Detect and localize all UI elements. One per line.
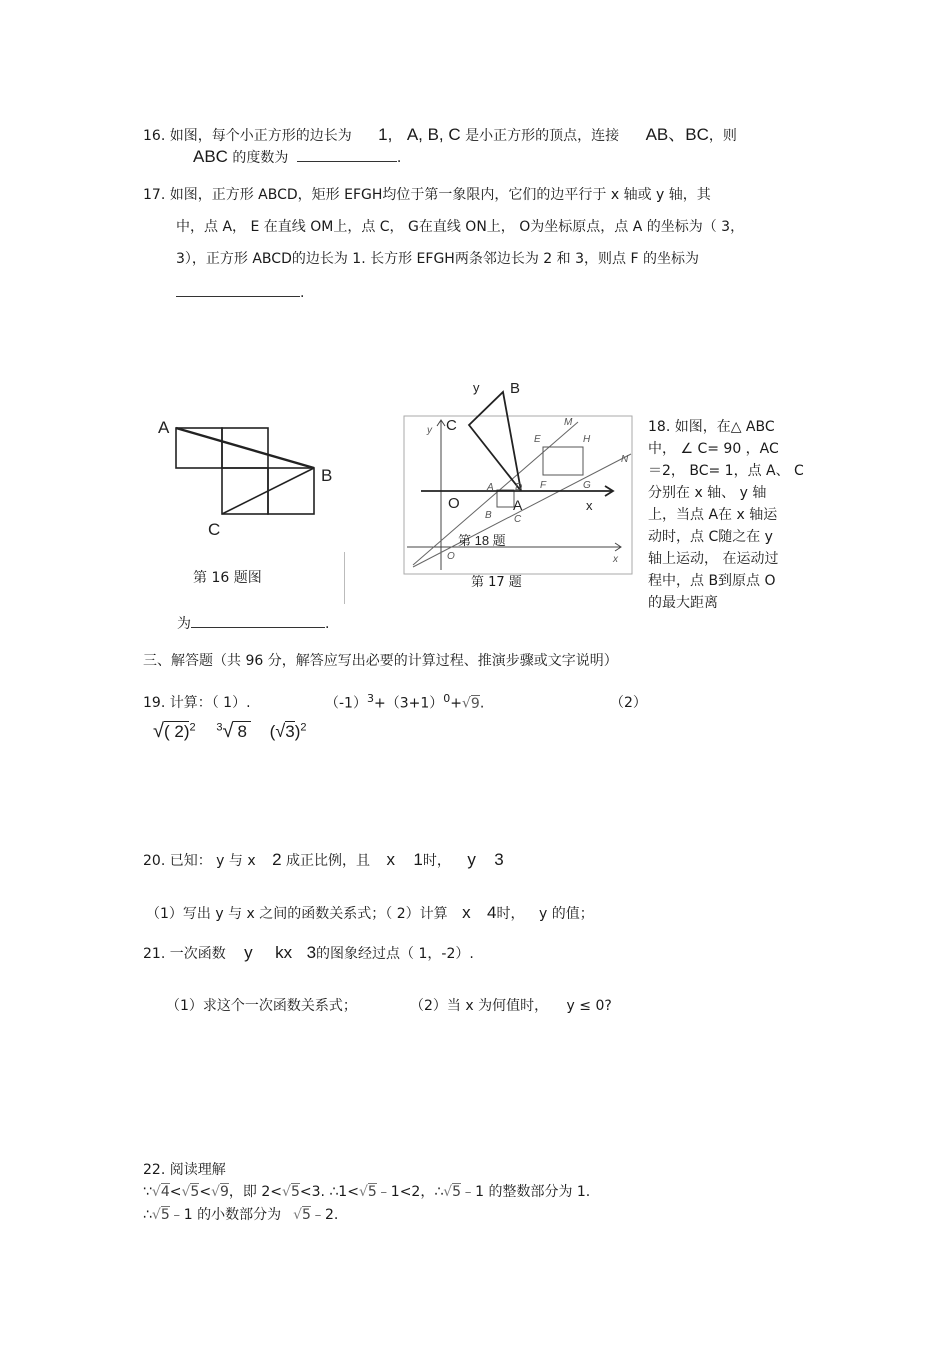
sqrt-icon: √	[153, 720, 164, 742]
q21-kx: kx	[275, 943, 293, 962]
q19-radicand-neg2: ( 2)	[163, 722, 190, 741]
q20-two: 2	[272, 850, 282, 869]
q19-paren-open: (	[269, 722, 276, 741]
q20-sub1: （1）写出 y 与 x 之间的函数关系式；（ 2）计算	[146, 906, 448, 922]
fig16-label-c: C	[208, 520, 221, 539]
sqrt-icon: √	[282, 1184, 291, 1200]
q20-three: 3	[494, 850, 504, 869]
q20-text-a: 20. 已知： y 与 x	[143, 853, 256, 869]
fig17-frame	[404, 416, 632, 574]
section3-title: 三、解答题（共 96 分，解答应写出必要的计算过程、推演步骤或文字说明）	[143, 653, 618, 669]
q18-line: 分别在 x 轴、 y 轴	[648, 485, 767, 501]
q16-answer-blank[interactable]	[297, 147, 397, 162]
q22-rad: 5	[302, 1207, 311, 1223]
fig18-triangle-abc	[469, 392, 521, 491]
q21-y: y	[244, 943, 253, 962]
sqrt-icon: √	[151, 1207, 161, 1223]
q20-y: y	[467, 850, 476, 869]
q20-text-c: 成正比例，且	[286, 853, 371, 869]
q16-one: 1,	[378, 125, 393, 144]
q18-line: 18. 如图，在△ ABC	[648, 419, 775, 435]
q16-points: A, B, C	[406, 125, 461, 144]
fig16-segment-ab	[176, 428, 314, 468]
q22-lt: <	[199, 1184, 212, 1200]
q21-sub2-text: （2）当 x 为何值时，	[410, 998, 549, 1014]
q16-text-b: 是小正方形的顶点，连接	[465, 128, 620, 144]
q17-line2: 中，点 A， E 在直线 OM上，点 C， G在直线 ON上， O为坐标原点，点 A 的坐标为（ 3，	[176, 219, 745, 235]
q17-line3: 3），正方形 ABCD的边长为 1. 长方形 EFGH两条邻边长为 2 和 3，则点 F 的坐标为	[176, 251, 699, 267]
q21-three: 3	[306, 943, 317, 962]
sqrt-icon: √	[151, 1184, 161, 1200]
fig18-caption: 第 18 题	[458, 533, 506, 548]
q19-part1	[325, 692, 484, 713]
q16-text-c: ，则	[708, 128, 737, 144]
q19-exp-0: 0	[443, 692, 451, 705]
cbrt-icon: √	[222, 720, 234, 742]
q22-text-d: ，即 2<	[228, 1184, 283, 1200]
fig17-label-m: M	[564, 417, 573, 428]
q22-rad: 5	[290, 1184, 300, 1200]
q21-text-e: 的图象经过点（ 1，-2）.	[316, 946, 474, 962]
q18-tail-text: 为	[177, 616, 191, 632]
q20-line2	[146, 903, 594, 923]
q19-cube-index: 3	[216, 721, 223, 734]
q21-text-a: 21. 一次函数	[143, 946, 226, 962]
fig18-label-c: C	[446, 417, 457, 434]
q22-rad: 5	[190, 1184, 200, 1200]
q20-x: x	[386, 850, 395, 869]
q19-exp-2b: 2	[300, 721, 307, 734]
q22-lt: <	[169, 1184, 182, 1200]
fig17-label-d: D	[515, 482, 523, 493]
q18-period: .	[325, 616, 330, 632]
fig18-label-a: A	[513, 497, 523, 513]
fig16-label-a: A	[158, 418, 170, 437]
q20-sub-time: 时，	[496, 906, 525, 922]
q22-rad: 9	[220, 1184, 229, 1200]
q22-text-g: ﹣1 的整数部分为 1.	[461, 1184, 591, 1200]
q22-rad: 4	[160, 1184, 170, 1200]
q20-line1	[143, 850, 504, 870]
fig17-label-b: B	[485, 510, 492, 521]
q19-radicand-8: 8	[233, 721, 250, 741]
sqrt-icon: √	[358, 1184, 368, 1200]
q18-text	[648, 416, 804, 614]
fig17-label-h: H	[583, 434, 591, 445]
q19-exp-3: 3	[366, 692, 374, 705]
q22-line1	[143, 1181, 590, 1201]
q16-line2	[193, 147, 401, 167]
fig17-label-f: F	[540, 480, 547, 491]
q16-text-a: 16. 如图，每个小正方形的边长为	[143, 128, 352, 144]
fig17-label-y: y	[427, 425, 432, 436]
sqrt-icon: √	[211, 1184, 220, 1200]
q22-rad: 5	[452, 1184, 462, 1200]
fig16-square-4	[268, 468, 314, 514]
q19-part2-expr	[153, 720, 306, 743]
fig18-label-x: x	[586, 498, 593, 513]
q16-ab-bc: AB、BC	[645, 125, 709, 144]
q22-rad: 5	[367, 1184, 377, 1200]
q20-sub-y: y 的值；	[538, 906, 594, 922]
q19-part2-label: （2）	[610, 695, 647, 711]
q21-sub2	[410, 995, 612, 1015]
fig17-label-a: A	[487, 482, 494, 493]
q16-line1	[143, 120, 737, 145]
sqrt-icon: √	[275, 721, 286, 741]
q19-plus: +	[450, 695, 462, 712]
q19-three-plus-one: +（3+1）	[373, 695, 444, 712]
q22-text-f: ﹣1<2，∴	[376, 1184, 444, 1200]
q18-line: 轴上运动， 在运动过	[648, 551, 779, 567]
q21-sub1: （1）求这个一次函数关系式；	[166, 998, 357, 1014]
q17-answer-blank[interactable]	[176, 282, 300, 297]
sqrt-icon: √	[293, 1207, 303, 1223]
q18-line: ＝2， BC= 1，点 A、 C	[648, 463, 804, 479]
q19-neg-one: （-1）	[325, 695, 367, 712]
q22-text-c: ﹣2.	[310, 1207, 339, 1223]
sqrt-icon: √	[461, 695, 471, 712]
fig17-label-g: G	[583, 480, 591, 491]
q20-text-f: 时，	[422, 853, 451, 869]
q21-sub2-ineq: y ≤ 0?	[566, 998, 612, 1014]
fig17-label-x: x	[613, 554, 618, 565]
fig17-label-c: C	[514, 514, 522, 525]
q19-exp-2: 2	[189, 721, 196, 734]
q17-line1: 17. 如图，正方形 ABCD，矩形 EFGH均位于第一象限内，它们的边平行于 x 轴或 y 轴，其	[143, 187, 711, 203]
sqrt-icon: √	[443, 1184, 453, 1200]
q19-radicand-9: 9	[470, 695, 480, 712]
fig17-square-abcd	[497, 490, 514, 507]
q20-one: 1	[413, 850, 423, 869]
q22-because: ∵	[143, 1184, 152, 1200]
fig17-label-e: E	[534, 434, 541, 445]
q19-radicand-3: 3	[285, 722, 295, 741]
fig18-label-y: y	[473, 380, 480, 395]
fig18-label-o: O	[448, 495, 460, 512]
fig16-square-3	[222, 468, 268, 514]
q22-text-e: <3. ∴1<	[299, 1184, 359, 1200]
q20-sub-four: 4	[487, 903, 497, 922]
q22-text-b: ﹣1 的小数部分为	[169, 1207, 282, 1223]
fig17-caption: 第 17 题	[471, 575, 522, 590]
q18-tail	[177, 613, 329, 633]
q18-line: 中， ∠ C= 90 ，AC	[648, 441, 779, 457]
q16-period: .	[396, 150, 402, 166]
q17-line4	[176, 282, 304, 301]
q22-line2	[143, 1204, 338, 1224]
q18-line: 的最大距离	[648, 595, 718, 611]
figure-17	[403, 370, 638, 580]
q18-answer-blank[interactable]	[191, 613, 325, 628]
figure-16	[150, 410, 350, 570]
fig17-label-o: O	[447, 551, 455, 562]
q18-line: 上，当点 A在 x 轴运	[648, 507, 778, 523]
q18-line: 动时，点 C随之在 y	[648, 529, 773, 545]
fig18-label-b: B	[510, 380, 521, 397]
q16-abc: ABC	[193, 147, 228, 166]
fig16-label-b: B	[321, 466, 333, 485]
q21-line1	[143, 943, 474, 963]
q16-text-measure: 的度数为	[232, 150, 289, 166]
q19-label: 19. 计算：（ 1）.	[143, 695, 251, 711]
q17-period: .	[300, 285, 305, 301]
fig16-divider	[344, 552, 345, 604]
q18-line: 程中，点 B到原点 O	[648, 573, 776, 589]
q19-paren-close: )	[294, 722, 301, 741]
sqrt-icon: √	[181, 1184, 191, 1200]
q20-sub-x: x	[462, 903, 471, 922]
fig17-rect-efgh	[543, 447, 583, 475]
fig16-caption: 第 16 题图	[193, 570, 262, 586]
q22-title: 22. 阅读理解	[143, 1162, 226, 1178]
q22-therefore: ∴	[143, 1207, 152, 1223]
q19-period: .	[479, 695, 485, 712]
q22-rad: 5	[160, 1207, 170, 1223]
fig17-label-n: N	[621, 454, 629, 465]
